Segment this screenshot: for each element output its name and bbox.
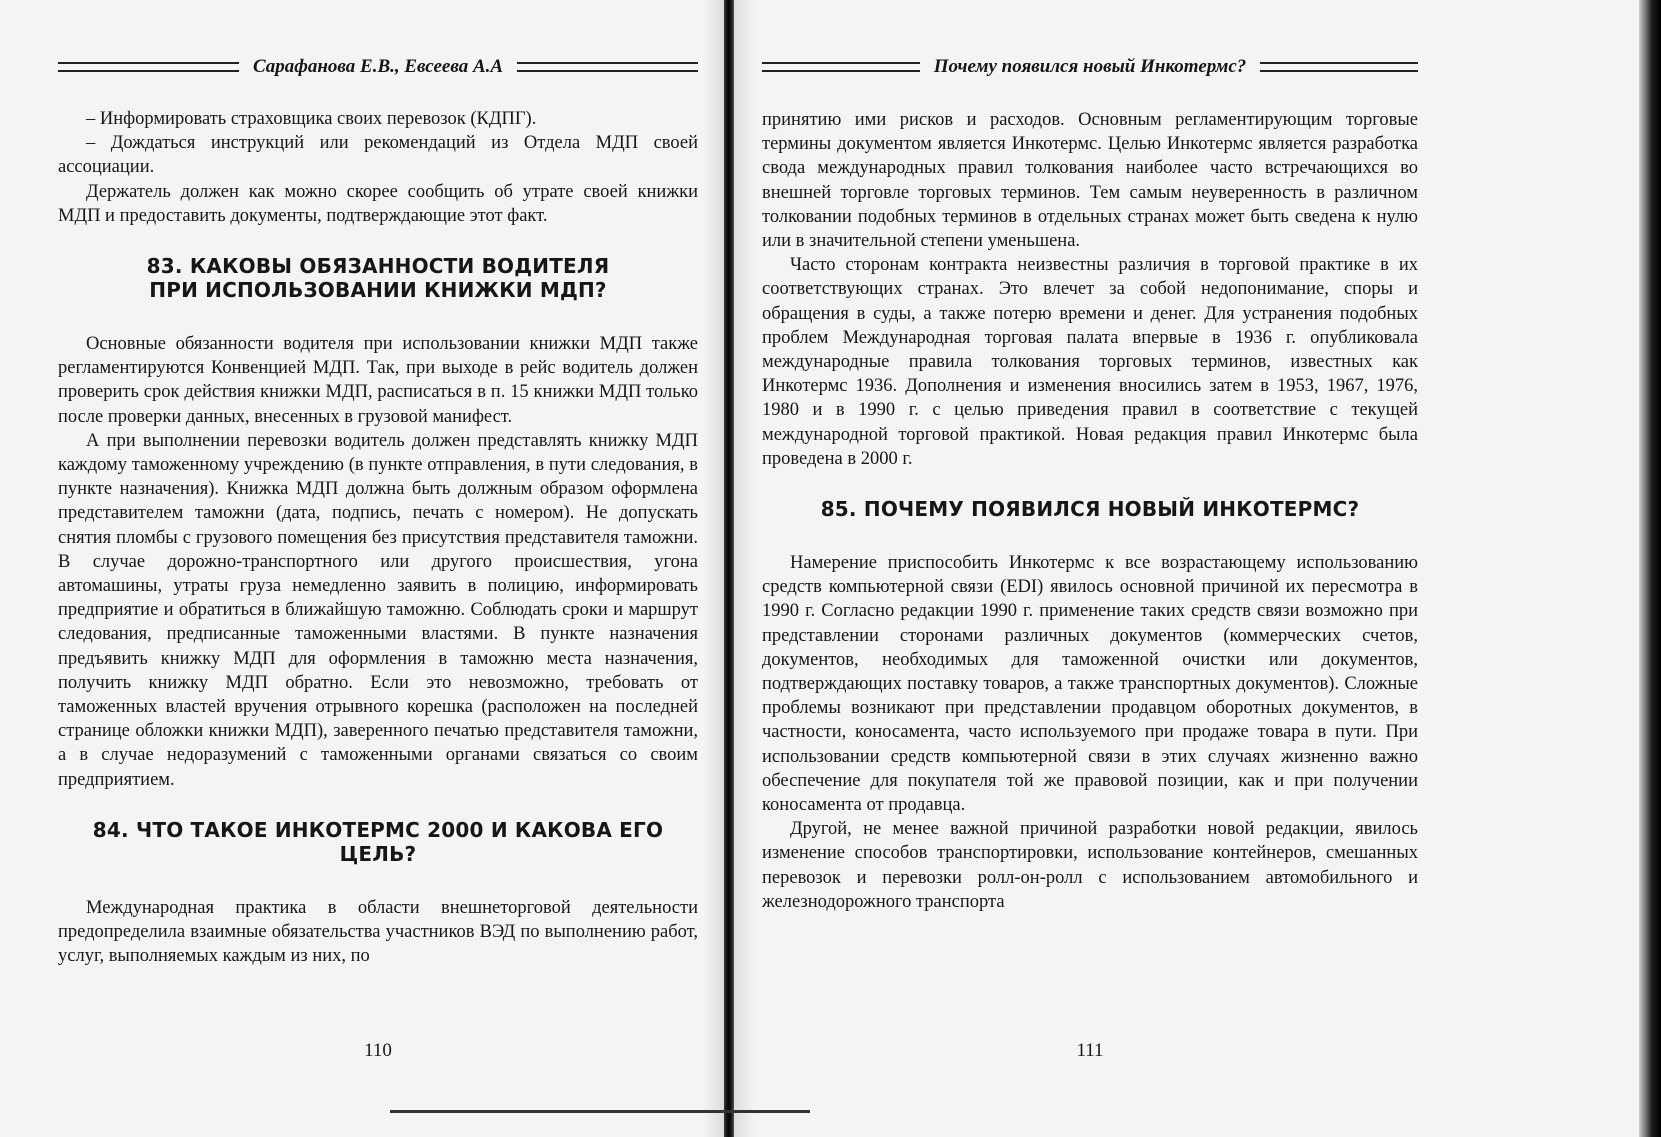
header-rule: [762, 62, 920, 72]
right-page: [762, 0, 1418, 1137]
right-running-head: [762, 52, 1418, 82]
header-rule: [1260, 62, 1418, 72]
paragraph: – Дождаться инструкций или рекомендаций из Отдела МДП своей ассоциации.: [58, 133, 698, 178]
right-running-head-text: Почему появился новый Инкотермс?: [933, 56, 1247, 77]
page-edge-shadow: [1639, 0, 1661, 1137]
paragraph: А при выполнении перевозки водитель должен представлять книжку МДП каждому таможенному учреждению (в пункте отправления, в пути следования, в пункте назначения). Книжка МДП должна быть должным образом оформлена представителем таможни (дата, подпись, печать с номером). Не допускать снятия пломбы с грузового помещения без присутствия представителя таможни. В случае дорожно-транспортного или другого происшествия, угона автомашины, утраты груза немедленно заявить в полицию, информировать предприятие и обратиться в ближайшую таможню. Соблюдать сроки и маршрут следования, предписанные таможенными властями. В пункте назначения предъявить книжку МДП для оформления в таможню места назначения, получить книжку МДП обратно. Если это невозможно, требовать от таможенных властей вручения отрывного корешка (расположен на последней странице обложки книжки МДП), заверенного печатью представителя таможни, а в случае недоразумений с таможенными органами связаться со своим предприятием.: [58, 430, 698, 790]
paragraph: Часто сторонам контракта неизвестны различия в торговой практике в их соответствующих странах. Это влечет за собой недопонимание, споры и обращения в суды, а также потерю времени и денег. Для устранения подобных проблем Международная торговая палата впервые в 1936 г. опубликовала международные правила толкования торговых терминов, известных как Инкотермс 1936. Дополнения и изменения вносились затем в 1953, 1967, 1976, 1980 и в 1990 г. с целью приведения правил в соответствие с текущей международной торговой практикой. Новая редакция правил Инкотермс была проведена в 2000 г.: [762, 255, 1418, 469]
left-running-head-text: Сарафанова Е.В., Евсеева А.А: [252, 56, 504, 77]
paragraph: Международная практика в области внешнеторговой деятельности предопределила взаимные обязательства участников ВЭД по выполнению работ, услуг, выполняемых каждым из них, по: [58, 897, 698, 967]
paragraph: Основные обязанности водителя при использовании книжки МДП также регламентируются Конвенцией МДП. Так, при выходе в рейс водитель должен проверить срок действия книжки МДП, расписаться в п. 15 книжки МДП только после проверки данных, внесенных в грузовой манифест.: [58, 334, 698, 427]
paragraph: Другой, не менее важной причиной разработки новой редакции, явилось изменение способов транспортировки, использование контейнеров, смешанных перевозок и перевозки ролл-он-ролл с использованием автомобильного и железнодорожного транспорта: [762, 819, 1418, 912]
right-page-body: [762, 108, 1418, 914]
section-heading-83: [58, 254, 698, 302]
left-running-head: [58, 52, 698, 82]
section-heading-85: 85. ПОЧЕМУ ПОЯВИЛСЯ НОВЫЙ ИНКОТЕРМС?: [820, 497, 1360, 522]
header-rule: [58, 62, 239, 72]
page-number: 110: [364, 1040, 392, 1061]
paragraph: принятию ими рисков и расходов. Основным регламентирующим торговые термины документом является Инкотермс. Целью Инкотермс является разработка свода международных правил толкования наиболее часто встречающихся во внешней торговле торговых терминов. Тем самым неуверенность в различном толковании подобных терминов в отдельных странах может быть сведена к нулю или в значительной степени уменьшена.: [762, 110, 1418, 252]
page-number: 111: [1076, 1040, 1104, 1061]
heading-line: ПРИ ИСПОЛЬЗОВАНИИ КНИЖКИ МДП?: [149, 278, 607, 303]
section-heading-84: 84. ЧТО ТАКОЕ ИНКОТЕРМС 2000 И КАКОВА ЕГО ЦЕЛЬ?: [92, 817, 664, 866]
book-spine: [724, 0, 734, 1137]
left-page: [58, 0, 698, 1137]
heading-line: 83. КАКОВЫ ОБЯЗАННОСТИ ВОДИТЕЛЯ: [146, 254, 610, 279]
header-rule: [517, 62, 698, 72]
paragraph: – Информировать страховщика своих перевозок (КДПГ).: [86, 109, 537, 129]
bottom-edge-line: [390, 1110, 810, 1113]
left-page-body: [58, 107, 698, 968]
paragraph: Держатель должен как можно скорее сообщить об утрате своей книжки МДП и предоставить документы, подтверждающие этот факт.: [58, 181, 698, 226]
paragraph: Намерение приспособить Инкотермс к все возрастающему использованию средств компьютерной связи (EDI) явилось основной причиной их пересмотра в 1990 г. Согласно редакции 1990 г. применение таких средств связи возможно при представлении сторонами различных документов (коммерческих счетов, документов, необходимых для таможенной очистки или документов, подтверждающих поставку товаров, а также транспортных документов). Сложные проблемы возникают при представлении продавцом оборотных документов, в частности, коносамента, часто используемого при продаже товара в пути. При использовании средств компьютерной связи в этих случаях жизненно важно обеспечение для покупателя той же правовой позиции, как и при получении коносамента от продавца.: [762, 553, 1418, 816]
